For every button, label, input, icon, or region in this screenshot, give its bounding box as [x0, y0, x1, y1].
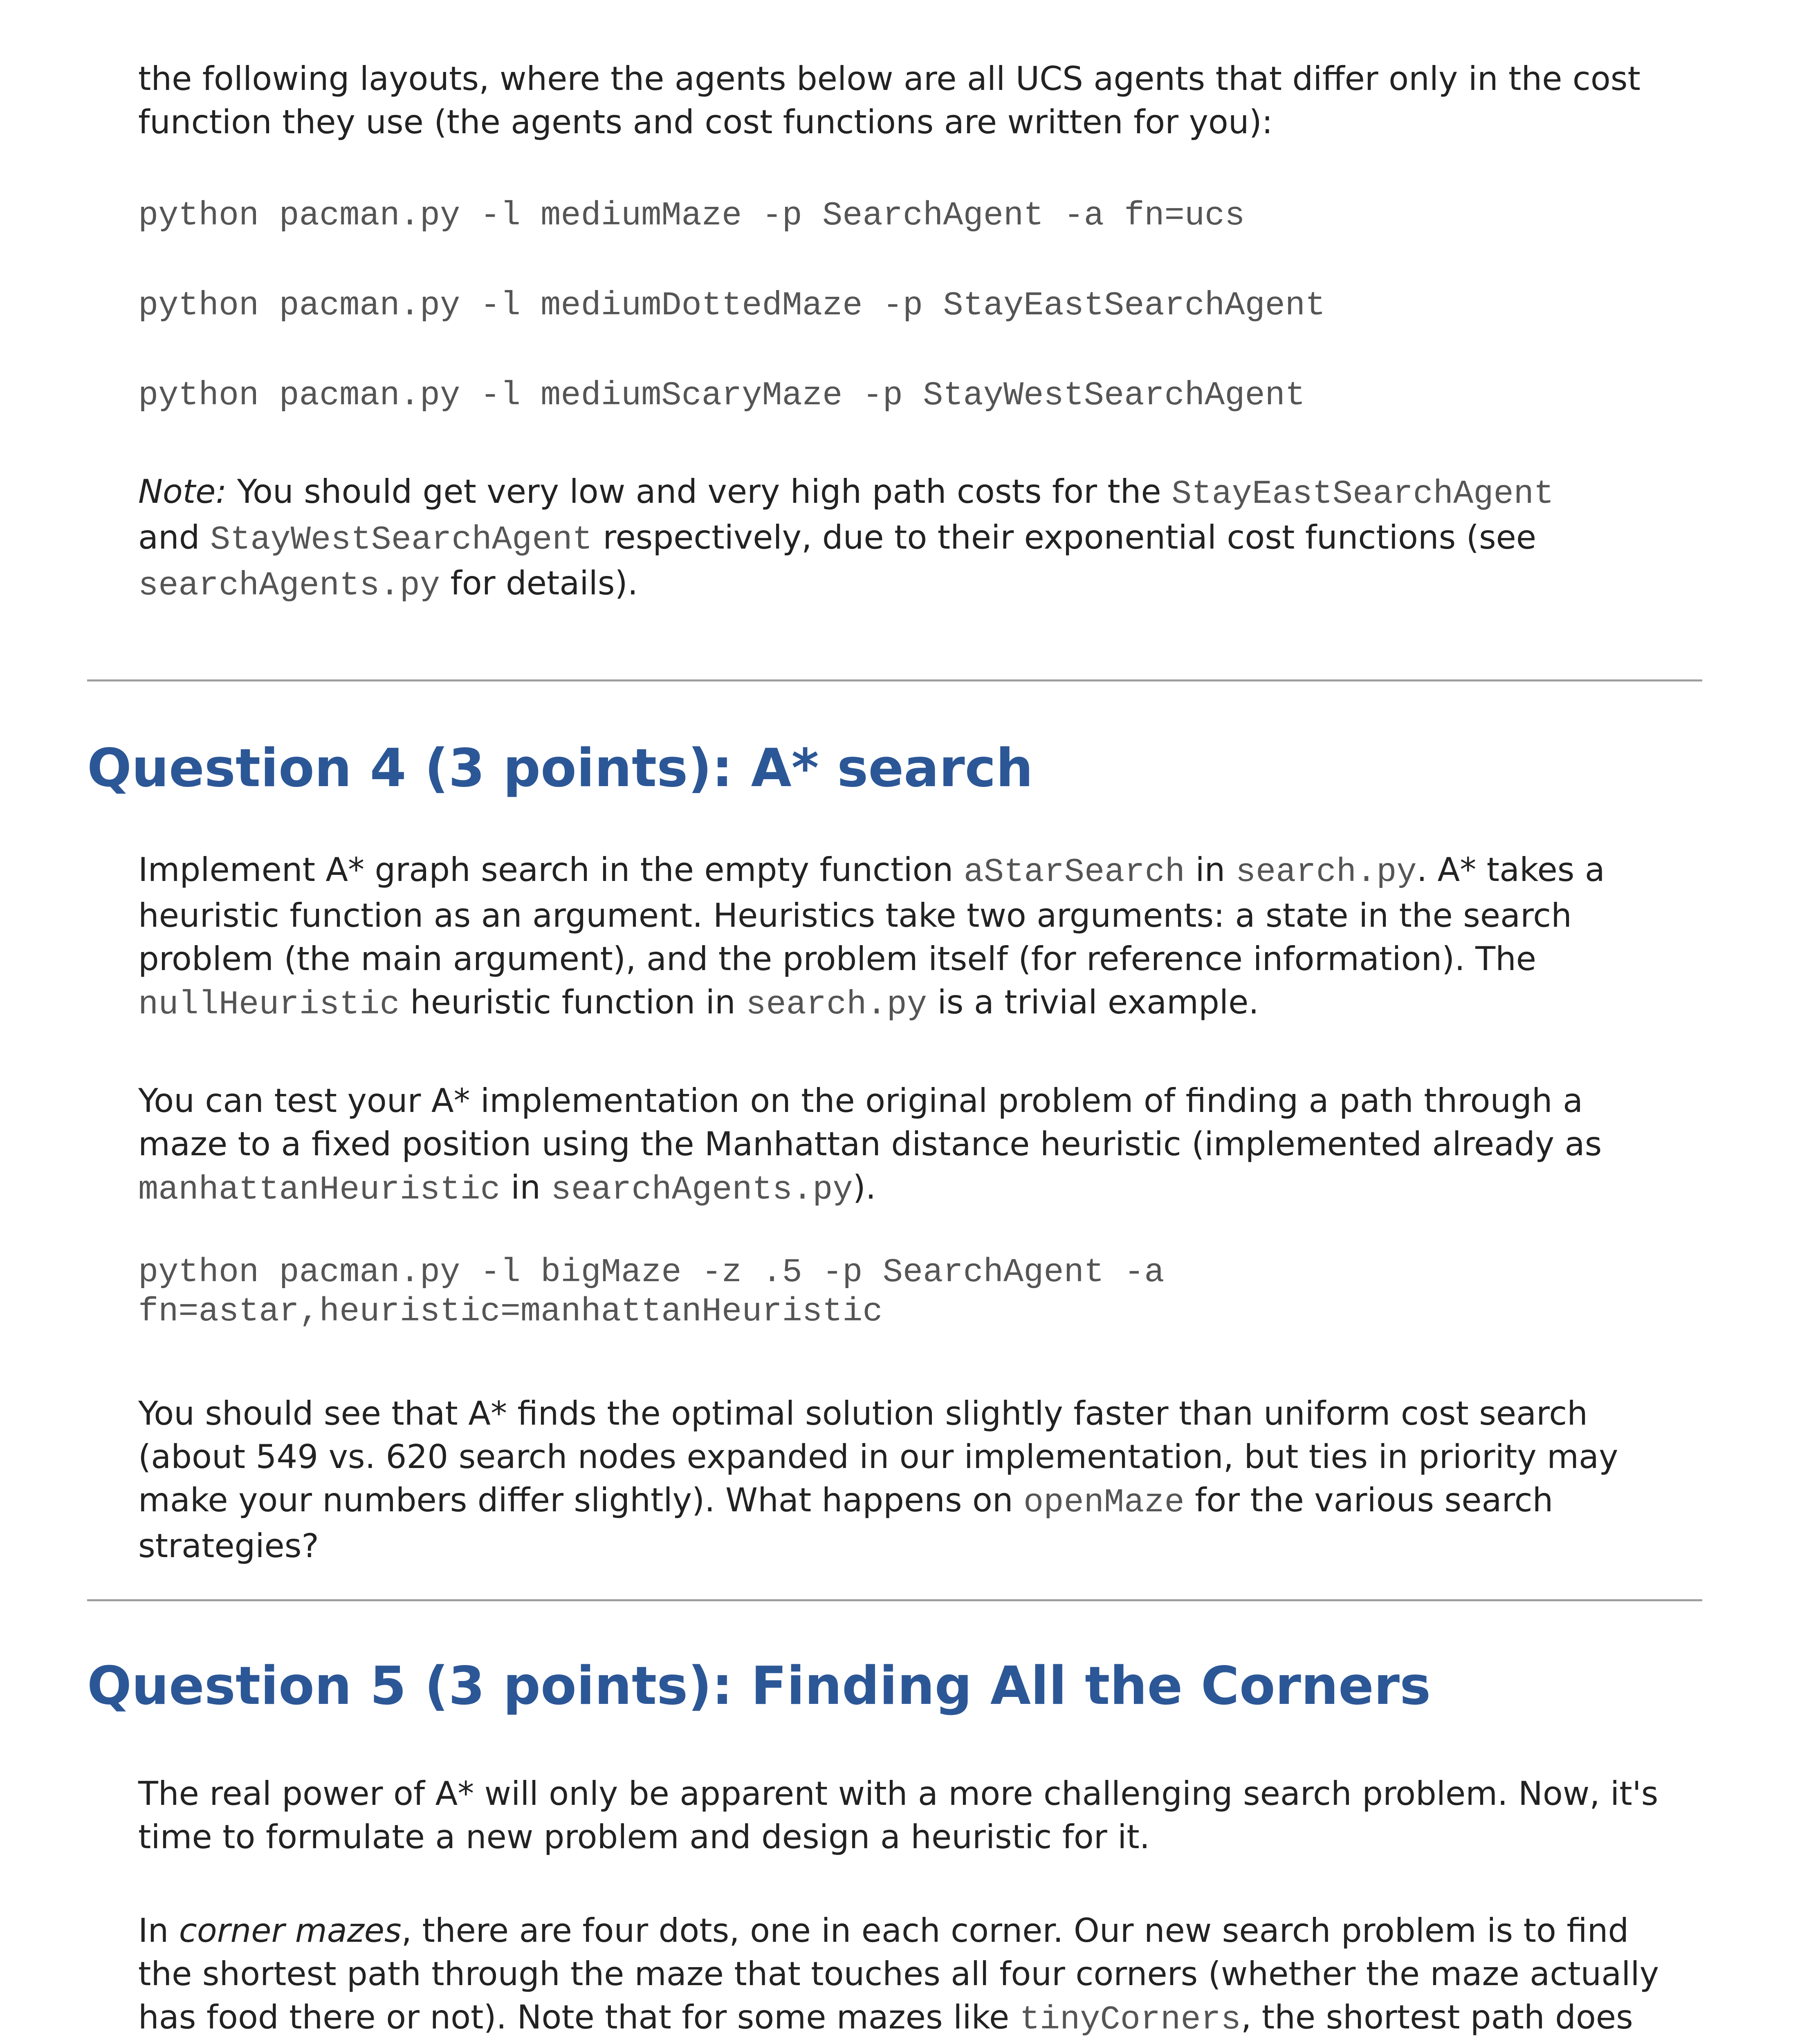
command-astar-big-maze: python pacman.py -l bigMaze -z .5 -p SearchAgent -a fn=astar,heuristic=manhattanHeuristic — [138, 1253, 1185, 1331]
code-search-file: search.py — [746, 986, 927, 1024]
question-5-heading: Question 5 (3 points): Finding All the Corners — [87, 1656, 1431, 1717]
note-text: and — [138, 518, 210, 556]
code-null-heuristic: nullHeuristic — [138, 986, 400, 1024]
q4-intro-paragraph: Implement A* graph search in the empty function aStarSearch in search.py. A* takes a heuristic function as an argument. Heuristics take two arguments: a state in the search problem (the main argument), and the problem itself (for reference information). The nullHeuristic heuristic function in search.py is a trivial example. — [138, 851, 1605, 1024]
intro-paragraph: the following layouts, where the agents below are all UCS agents that differ only in the cost function they use (the agents and cost functions are written for you): — [138, 60, 1640, 141]
note-text: respectively, due to their exponential cost functions (see — [592, 518, 1537, 556]
emphasis-corner-mazes: corner mazes — [179, 1912, 402, 1950]
section-divider — [87, 1599, 1702, 1601]
section-divider — [87, 679, 1702, 681]
code-stay-west-agent: StayWestSearchAgent — [210, 521, 592, 559]
code-open-maze: openMaze — [1023, 1484, 1185, 1522]
q4-results-paragraph: You should see that A* finds the optimal solution slightly faster than uniform cost search (about 549 vs. 620 search nodes expanded in our implementation, but ties in priority may make your numbers differ slightly). What happens on openMaze for the various search strategies? — [138, 1394, 1618, 1565]
code-tiny-corners: tinyCorners — [1019, 2001, 1241, 2039]
code-search-file: search.py — [1235, 853, 1417, 891]
command-ucs-medium-maze: python pacman.py -l mediumMaze -p SearchAgent -a fn=ucs — [138, 197, 1245, 235]
code-search-agents-file: searchAgents.py — [138, 567, 440, 605]
q5-intro-paragraph: The real power of A* will only be apparent with a more challenging search problem. Now, it's time to formulate a new problem and design a heuristic for it. — [138, 1775, 1658, 1856]
note-label: Note: — [138, 473, 227, 511]
note-path-costs — [138, 470, 1569, 607]
note-text: for details). — [440, 564, 638, 602]
note-text: You should get very low and very high path costs for the — [227, 473, 1172, 511]
code-astar-search-function: aStarSearch — [963, 853, 1185, 891]
q5-corner-mazes-paragraph: In corner mazes, there are four dots, one in each corner. Our new search problem is to find the shortest path through the maze that touches all four corners (whether the maze actually has food there or not). Note that for some mazes like tinyCorners, the shortest path does — [138, 1912, 1659, 2039]
command-stay-west-agent: python pacman.py -l mediumScaryMaze -p StayWestSearchAgent — [138, 377, 1306, 415]
code-search-agents-file: searchAgents.py — [551, 1171, 853, 1209]
question-4-heading: Question 4 (3 points): A* search — [87, 738, 1033, 799]
command-stay-east-agent: python pacman.py -l mediumDottedMaze -p StayEastSearchAgent — [138, 287, 1326, 325]
code-stay-east-agent: StayEastSearchAgent — [1171, 475, 1554, 513]
code-manhattan-heuristic: manhattanHeuristic — [138, 1171, 500, 1209]
q4-test-paragraph: You can test your A* implementation on the original problem of finding a path through a maze to a fixed position using the Manhattan distance heuristic (implemented already as manhattanHeuristic in searchAgents.py). — [138, 1082, 1602, 1209]
